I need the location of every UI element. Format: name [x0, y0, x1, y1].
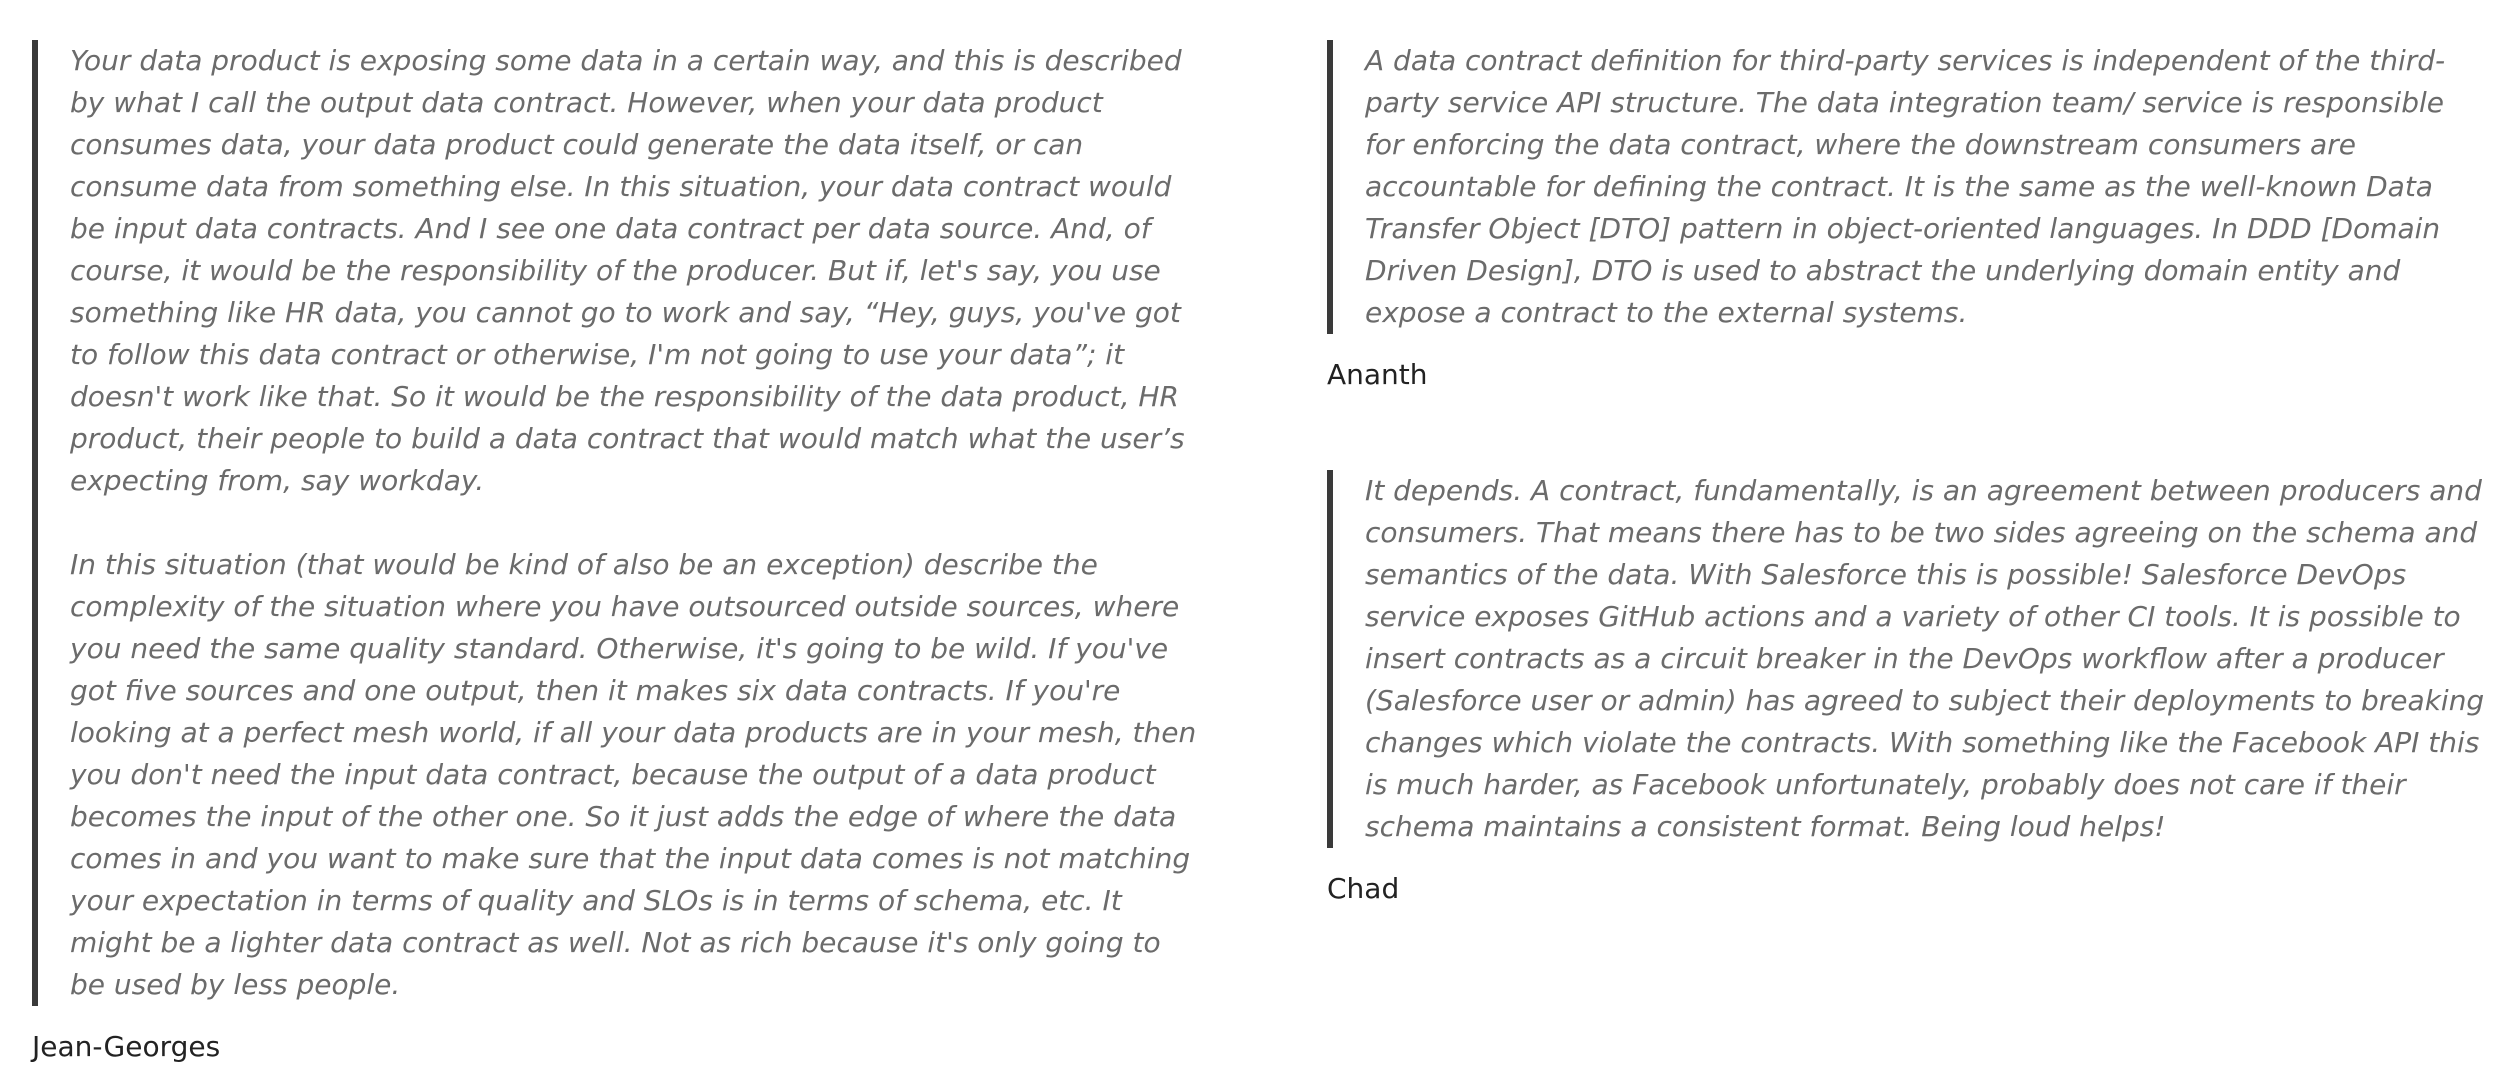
quote-author: Ananth — [1327, 358, 1428, 391]
quote-spacer — [1327, 396, 2487, 470]
right-column — [1327, 40, 2487, 910]
quote-jean-georges — [32, 40, 1202, 1006]
left-column — [32, 40, 1202, 1068]
quote-paragraph: In this situation (that would be kind of also be an exception) describe the complexity of the situation where you have outsourced outside sources, where you need the same quality standard. Otherwise, it's going to be wild. If you've got five sources and one output, then it makes six data contracts. If you're looking at a perfect mesh world, if all your data products are in your mesh, then you don't need the input data contract, because the output of a data product becomes the input of the other one. So it just adds the edge of where the data comes in and you want to make sure that the input data comes is not matching your expectation in terms of quality and SLOs is in terms of schema, etc. It might be a lighter data contract as well. Not as rich because it's only going to be used by less people. — [70, 548, 1197, 1001]
quote-paragraph: Your data product is exposing some data in a certain way, and this is described by what I call the output data contract. However, when your data product consumes data, your data product could generate the data itself, or can consume data from something else. In this situation, your data contract would be input data contracts. And I see one data contract per data source. And, of course, it would be the responsibility of the producer. But if, let's say, you use something like HR data, you cannot go to work and say, “Hey, guys, you've got to follow this data contract or otherwise, I'm not going to use your data”; it doesn't work like that. So it would be the responsibility of the data product, HR product, their people to build a data contract that would match what the user’s expecting from, say workday. — [70, 44, 1185, 497]
quote-ananth — [1327, 40, 2487, 334]
quote-author: Chad — [1327, 872, 1400, 905]
quote-paragraph: It depends. A contract, fundamentally, is an agreement between producers and consumers. That means there has to be two sides agreeing on the schema and semantics of the data. With Salesforce this is possible! Salesforce DevOps service exposes GitHub actions and a variety of other CI tools. It is possible to insert contracts as a circuit breaker in the DevOps workflow after a producer (Salesforce user or admin) has agreed to subject their deployments to breaking changes which violate the contracts. With something like the Facebook API this is much harder, as Facebook unfortunately, probably does not care if their schema maintains a consistent format. Being loud helps! — [1365, 474, 2485, 843]
quote-author: Jean-Georges — [32, 1030, 221, 1063]
quote-chad — [1327, 470, 2487, 848]
quote-paragraph: A data contract definition for third-party services is independent of the third-party service API structure. The data integration team/ service is responsible for enforcing the data contract, where the downstream consumers are accountable for defining the contract. It is the same as the well-known Data Transfer Object [DTO] pattern in object-oriented languages. In DDD [Domain Driven Design], DTO is used to abstract the underlying domain entity and expose a contract to the external systems. — [1365, 44, 2446, 329]
